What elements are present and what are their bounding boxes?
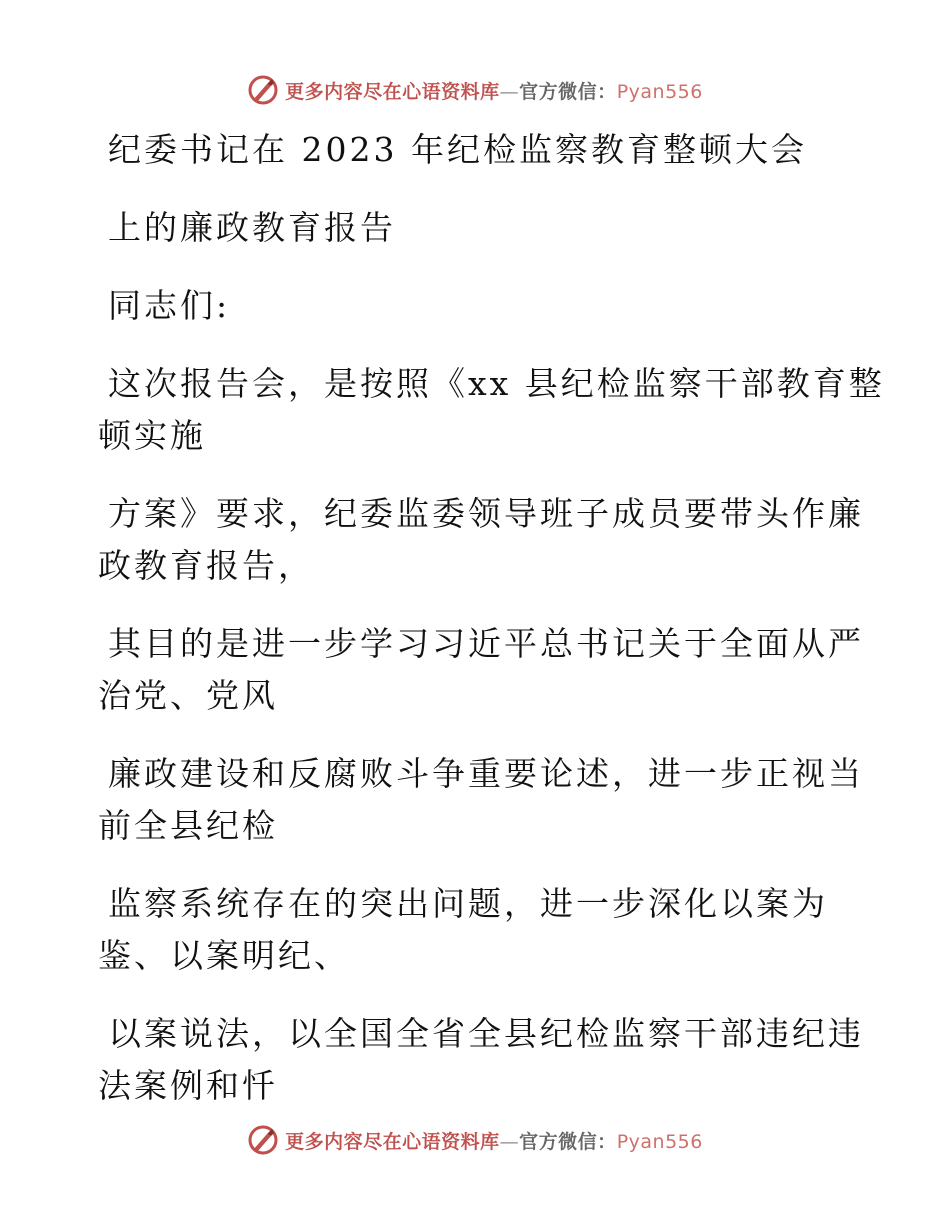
watermark-id: Pyan556 xyxy=(616,80,703,103)
pen-logo-icon xyxy=(247,1124,279,1156)
watermark-id: Pyan556 xyxy=(616,1130,703,1153)
watermark-label: 官方微信： xyxy=(519,80,617,103)
text-line: 前全县纪检 xyxy=(98,806,278,845)
paragraph xyxy=(98,618,864,722)
watermark-label: 官方微信： xyxy=(519,1130,617,1153)
watermark-text xyxy=(285,77,703,104)
doc-title-line-1 xyxy=(98,124,858,176)
paragraph xyxy=(98,358,885,462)
text-line: 纪委书记在 2023 年纪检监察教育整顿大会 xyxy=(108,130,807,169)
watermark-header xyxy=(0,70,950,110)
salutation xyxy=(98,280,858,332)
pen-logo-icon xyxy=(247,74,279,106)
doc-title-line-2 xyxy=(98,202,858,254)
text-line: 其目的是进一步学习习近平总书记关于全面从严 xyxy=(108,624,864,663)
paragraph xyxy=(98,878,858,982)
paragraph xyxy=(98,748,864,852)
text-line: 顿实施 xyxy=(98,416,206,455)
watermark-text xyxy=(285,1127,703,1154)
watermark-site: 更多内容尽在心语资料库 xyxy=(285,80,500,103)
text-line: 同志们: xyxy=(108,286,231,325)
text-line: 法案例和忏 xyxy=(98,1066,278,1105)
watermark-dash: — xyxy=(499,1130,520,1153)
text-line: 政教育报告， xyxy=(98,546,314,585)
text-line: 治党、党风 xyxy=(98,676,278,715)
text-line: 上的廉政教育报告 xyxy=(108,208,396,247)
text-line: 监察系统存在的突出问题，进一步深化以案为 xyxy=(108,884,828,923)
text-line: 以案说法，以全国全省全县纪检监察干部违纪违 xyxy=(108,1014,864,1053)
document-body xyxy=(98,124,885,1138)
text-line: 这次报告会，是按照《xx 县纪检监察干部教育整 xyxy=(108,364,885,403)
text-line: 鉴、以案明纪、 xyxy=(98,936,350,975)
paragraph xyxy=(98,1008,864,1112)
text-line: 方案》要求，纪委监委领导班子成员要带头作廉 xyxy=(108,494,864,533)
paragraph xyxy=(98,488,864,592)
watermark-footer xyxy=(0,1120,950,1160)
text-line: 廉政建设和反腐败斗争重要论述，进一步正视当 xyxy=(108,754,864,793)
watermark-dash: — xyxy=(499,80,520,103)
watermark-site: 更多内容尽在心语资料库 xyxy=(285,1130,500,1153)
